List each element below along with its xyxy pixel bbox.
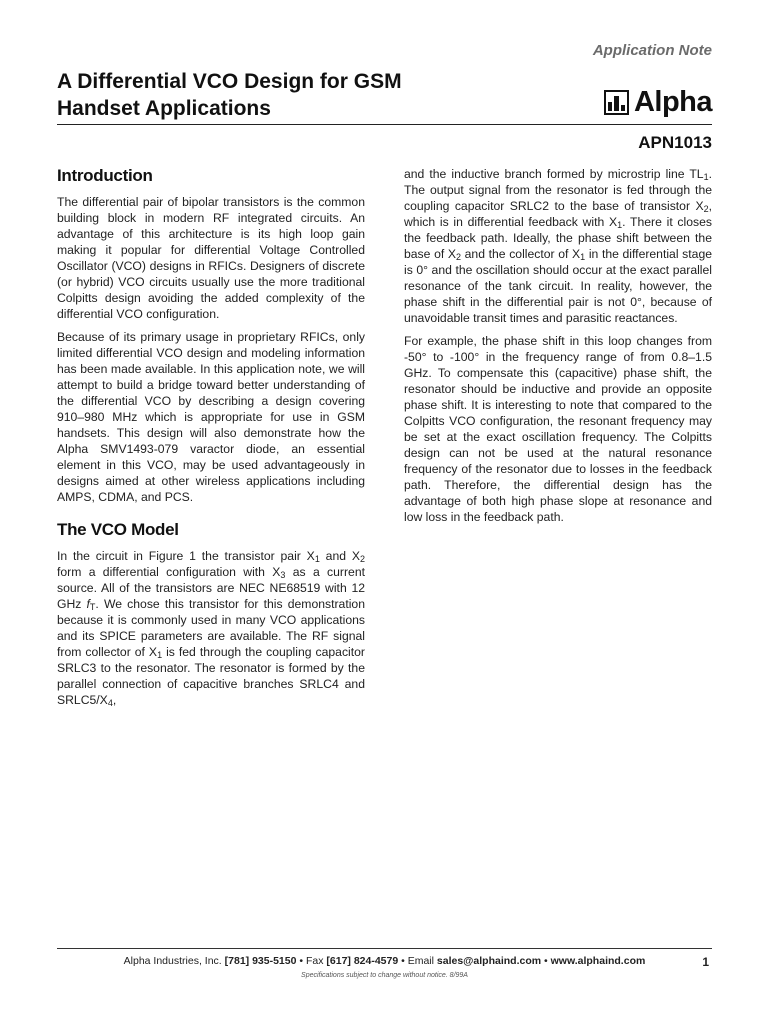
title-line-1: A Differential VCO Design for GSM [57,70,402,93]
logo-text: Alpha [633,86,712,118]
email-link[interactable]: sales@alphaind.com [436,955,542,967]
title-line-2: Handset Applications [57,97,271,120]
document-title [57,68,477,122]
footer [57,955,712,979]
footer-contact: Alpha Industries, Inc. [781] 935-5150 • Fax [617] 824-4579 • Email sales@alphaind.com • www.alphaind.com [123,955,646,967]
intro-paragraph-2: Because of its primary usage in proprietary RFICs, only limited differential VCO design and modeling information has been made available. In this application note, we will attempt to build a bridge toward better understanding of the differential VCO by describing a design covering 910–980 MHz which is appropriate for use in GSM handsets. This design will also demonstrate how the Alpha SMV1493-079 varactor diode, an essential element in this VCO, may be used advantageously in designs aimed at other wireless applications including AMPS, CDMA, and PCS. [57,330,365,504]
vco-model-heading: The VCO Model [57,520,179,539]
introduction-heading: Introduction [57,166,153,185]
header-divider [57,124,712,125]
website-link[interactable]: www.alphaind.com [550,955,646,967]
alpha-logo-icon [604,90,629,115]
vco-model-paragraph: In the circuit in Figure 1 the transistor pair $X_1$ and $X_2$ form a differential configuration with $X_3$ as a current source. All of the transistors are NEC NE68519 with 12 GHz $f_T$. We chose this transistor for this demonstration because it is commonly used in many VCO applications and its SPICE parameters are available. The RF signal from collector of $X_1$ is fed through the coupling capacitor SRLC3 to the resonator. The resonator is formed by the parallel connection of capacitive branches SRLC4 and $SRLC5/X_4$, [57,549,365,708]
footer-disclaimer: Specifications subject to change without notice. 8/99A [301,972,468,979]
application-note-label: Application Note [592,42,712,59]
alpha-logo [604,86,712,119]
intro-paragraph-1: The differential pair of bipolar transistors is the common building block in modern RF integrated circuits. An advantage of this architecture is its high loop gain making it popular for differential Voltage Controlled Oscillator (VCO) designs in RFICs. Designers of discrete (or hybrid) VCO circuits usually use the more traditional Colpitts design avoiding the added complexity of the differential VCO configuration. [57,195,365,321]
right-paragraph-1: and the inductive branch formed by microstrip line $TL_1$. The output signal from the resonator is fed through the coupling capacitor SRLC2 to the base of transistor $X_2$, which is in differential feedback with $X_1$. There it closes the feedback path. Ideally, the phase shift between the base of $X_2$ and the collector of $X_1$ in the differential stage is 0° and the oscillation should occur at the exact parallel resonance of the tank circuit. In reality, however, the phase shift in the differential pair is not 0°, because of unavoidable transit times and parasitic reactances. [404,167,712,325]
right-paragraph-2: For example, the phase shift in this loop changes from -50° to -100° in the frequency range of from 0.8–1.5 GHz. To compensate this (capacitive) phase shift, the resonator should be inductive and provide an opposite phase shift. It is interesting to note that compared to the Colpitts VCO configuration, the resonant frequency may be set at the exact oscillation frequency. The Colpitts design can not be used at the natural resonance frequency of the resonator due to losses in the feedback path. Therefore, the differential design has the advantage of both high phase slope at resonance and low loss in the feedback path. [404,334,712,524]
document-number: APN1013 [638,133,712,152]
page-number: 1 [702,955,709,969]
footer-divider [57,948,712,949]
left-column [57,168,365,715]
right-column [404,166,712,532]
